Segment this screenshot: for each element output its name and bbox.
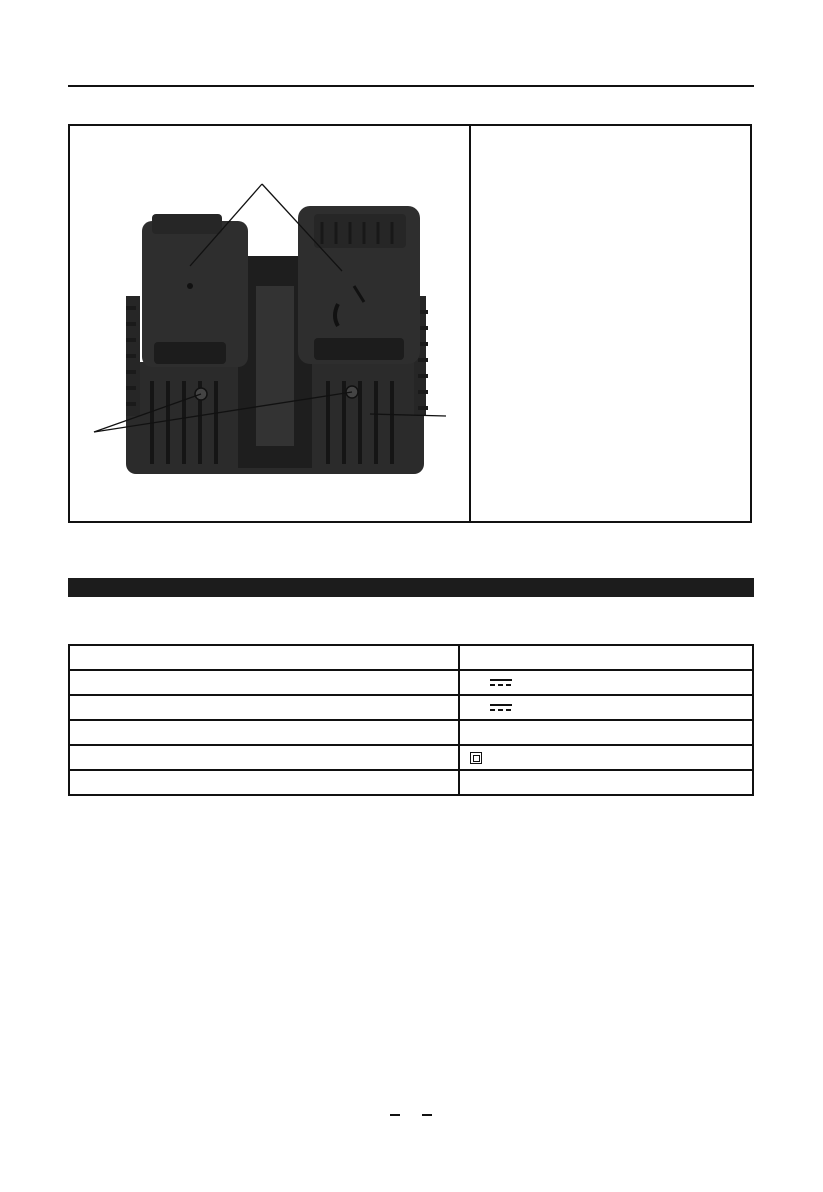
table-row [69, 770, 753, 795]
double-insulation-icon [470, 752, 482, 764]
spec-label [69, 770, 459, 795]
table-row [69, 670, 753, 695]
spec-label [69, 720, 459, 745]
spec-value-cell [459, 695, 753, 720]
spec-label [69, 695, 459, 720]
dc-symbol-icon [490, 679, 512, 688]
right-battery-pack [298, 206, 420, 364]
center-rail [256, 286, 294, 446]
spec-value-cell [459, 670, 753, 695]
spec-value [459, 770, 753, 795]
table-row [69, 745, 753, 770]
table-row [69, 695, 753, 720]
spec-value [459, 720, 753, 745]
charger-photo [70, 126, 469, 521]
page-footer-marks [386, 1114, 446, 1124]
spec-value-cell [459, 745, 753, 770]
product-figure-panel [68, 124, 752, 523]
dc-symbol-icon [490, 704, 512, 713]
left-side-fins [126, 296, 140, 416]
left-battery-pack [142, 214, 248, 367]
header-rule [68, 85, 754, 87]
spec-label [69, 645, 459, 670]
table-row [69, 645, 753, 670]
spec-value [459, 645, 753, 670]
section-heading-bar [68, 578, 754, 597]
spec-label [69, 745, 459, 770]
specification-table [68, 644, 754, 796]
table-row [69, 720, 753, 745]
spec-label [69, 670, 459, 695]
figure-legend [471, 126, 750, 521]
